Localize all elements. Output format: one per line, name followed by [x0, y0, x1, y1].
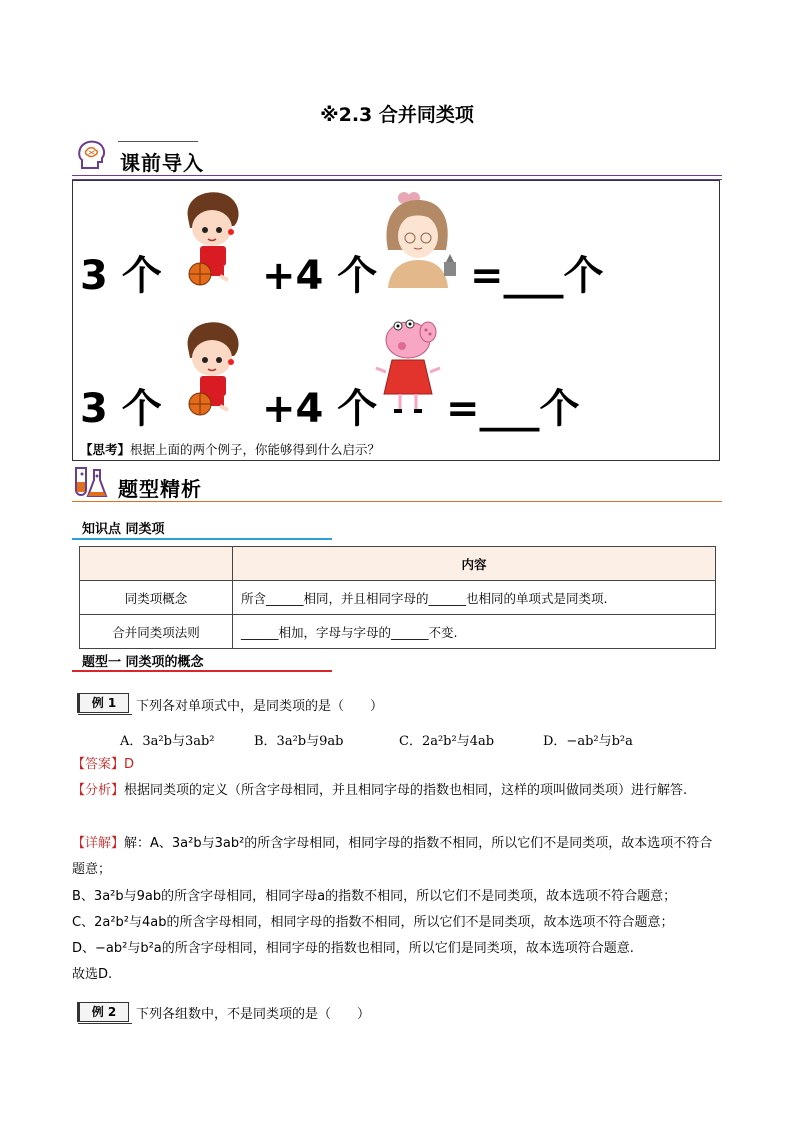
- table-row: [80, 581, 716, 615]
- detail-line: C、2a²b²与4ab的所含字母相同，相同字母的指数不相同，所以它们不是同类项，故本选项不符合题意；: [72, 915, 674, 930]
- option-d: D．−ab²与b²a: [543, 734, 633, 749]
- table-cell: ______相加，字母与字母的______不变.: [233, 615, 716, 649]
- row2-middle-text: +4 个: [262, 386, 378, 432]
- page-title: ※2.3 合并同类项: [320, 104, 474, 126]
- boy-basketball-icon: [176, 318, 250, 418]
- detail-tag: 【详解】: [72, 836, 125, 851]
- analysis-tag: 【分析】: [72, 783, 125, 798]
- think-tag: 【思考】: [80, 442, 131, 457]
- detail-paragraph: [72, 831, 724, 883]
- table-header-row: [80, 547, 716, 581]
- detail-line: D、−ab²与b²a的所含字母相同，相同字母的指数也相同，所以它们是同类项，故本选项符合题意.: [72, 941, 634, 956]
- section-rule: [72, 501, 722, 502]
- question-type-heading: 题型一 同类项的概念: [82, 655, 204, 670]
- question-type-rule: [72, 670, 332, 672]
- row1-left-text: 3 个: [80, 253, 162, 299]
- row2-left-text: 3 个: [80, 386, 162, 432]
- example-badge: 例 2: [77, 1002, 129, 1022]
- option-c: C．2a²b²与4ab: [399, 734, 495, 749]
- knowledge-point-heading: 知识点 同类项: [82, 522, 165, 537]
- example-question: 下列各对单项式中，是同类项的是（ ）: [136, 699, 384, 714]
- think-text: 根据上面的两个例子，你能够得到什么启示？: [130, 442, 381, 457]
- section-heading-analysis: 题型精析: [118, 477, 202, 501]
- table-header-cell: 内容: [233, 547, 716, 581]
- option-b: B．3a²b与9ab: [254, 734, 344, 749]
- think-prompt: [80, 440, 380, 458]
- table-cell: 合并同类项法则: [80, 615, 233, 649]
- example-badge: 例 1: [77, 693, 129, 713]
- brain-icon: [74, 138, 110, 174]
- pig-icon: [372, 316, 444, 414]
- analysis-text: 根据同类项的定义（所含字母相同，并且相同字母的指数也相同，这样的项叫做同类项）进行解答.: [124, 783, 688, 798]
- lab-flask-icon: [70, 464, 110, 500]
- analysis-paragraph: [72, 778, 724, 804]
- section-heading-intro: 课前导入: [120, 151, 204, 175]
- detail-line: 解：A、3a²b与3ab²的所含字母相同，相同字母的指数不相同，所以它们不是同类项，故本选项不符合题意；: [72, 836, 713, 877]
- table-row: [80, 615, 716, 649]
- row1-result-text: =___个: [470, 253, 604, 299]
- answer-line: [72, 752, 134, 778]
- knowledge-point-rule: [72, 538, 332, 540]
- section-header-overline: [118, 141, 198, 142]
- girl-icon: [380, 190, 460, 288]
- detail-line: 故选D.: [72, 967, 113, 982]
- answer-value: D: [124, 757, 135, 772]
- detail-line: B、3a²b与9ab的所含字母相同，相同字母a的指数不相同，所以它们不是同类项，故本选项不符合题意；: [72, 889, 677, 904]
- row1-middle-text: +4 个: [262, 253, 378, 299]
- table-cell: 所含______相同，并且相同字母的______也相同的单项式是同类项.: [233, 581, 716, 615]
- option-a: A．3a²b与3ab²: [120, 734, 215, 749]
- table-header-cell: [80, 547, 233, 581]
- answer-tag: 【答案】: [72, 757, 125, 772]
- example-question: 下列各组数中，不是同类项的是（ ）: [136, 1007, 371, 1022]
- badge-shadow: [78, 1023, 132, 1046]
- boy-basketball-icon: [176, 188, 250, 288]
- row2-result-text: =___个: [446, 386, 580, 432]
- concept-table: [79, 546, 716, 649]
- table-cell: 同类项概念: [80, 581, 233, 615]
